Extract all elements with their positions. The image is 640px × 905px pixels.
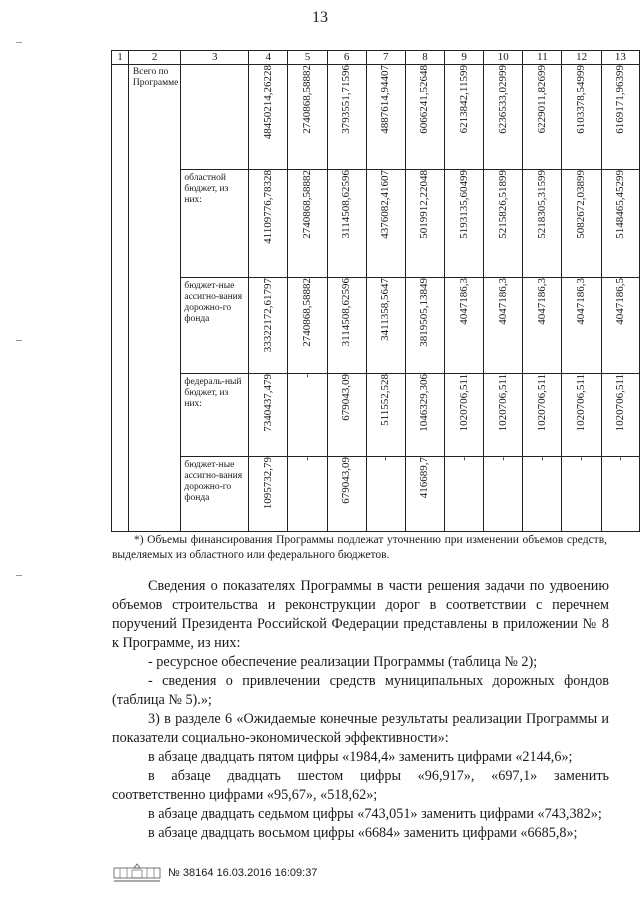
cell-value: 4047186,5 (613, 278, 626, 325)
table-cell (288, 65, 327, 170)
table-cell (366, 170, 405, 278)
table-cell (445, 65, 484, 170)
cell-value: 3114508,62596 (340, 170, 353, 239)
row-label (181, 65, 249, 170)
table-cell (327, 170, 366, 278)
table-cell (562, 278, 601, 374)
table-cell (562, 170, 601, 278)
cell-value: 679043,09 (340, 457, 353, 504)
row-label-text: федераль-ный бюджет, из них: (184, 377, 242, 409)
cell-value: 1046329,306 (418, 374, 431, 432)
row-label-text (181, 65, 248, 68)
cell-value: - (535, 457, 548, 461)
table-cell (288, 457, 327, 532)
paragraph: - ресурсное обеспечение реализации Программы (таблица № 2); (148, 654, 538, 670)
cell-value: 5082672,03899 (575, 170, 588, 239)
cell-value: 3819505,13849 (418, 278, 431, 347)
cell-value: 2740868,58882 (300, 278, 313, 347)
table-cell (405, 170, 444, 278)
table-cell (249, 170, 288, 278)
cell-value: 4047186,3 (575, 278, 588, 325)
table-cell (484, 374, 523, 457)
header-cell: 2 (128, 51, 180, 65)
cell-value: - (575, 457, 588, 461)
row-label (181, 374, 249, 457)
row-label (181, 457, 249, 532)
cell-value: 1020706,511 (457, 374, 470, 432)
cell-value: 511552,528 (379, 374, 392, 426)
table-cell (327, 65, 366, 170)
paragraph: в абзаце двадцать шестом цифры «96,917», «697,1» заменить соответственно цифрами «95,67», «518,62»; (112, 768, 609, 803)
margin-mark (16, 340, 22, 341)
table-cell (249, 374, 288, 457)
paragraph: 3) в разделе 6 «Ожидаемые конечные результаты реализации Программы и показатели социально-экономической эффективности»: (112, 711, 609, 746)
table-cell (445, 170, 484, 278)
table-cell (366, 374, 405, 457)
cell-value: 2740868,58882 (300, 65, 313, 134)
table-cell (405, 457, 444, 532)
table-header-row (112, 51, 640, 65)
cell-value: - (379, 457, 392, 461)
program-total-label: Всего по Программе (128, 65, 180, 532)
header-cell: 1 (112, 51, 129, 65)
table-cell (445, 374, 484, 457)
cell-value: 4047186,3 (457, 278, 470, 325)
cell-value: 5148465,45299 (613, 170, 626, 239)
row-label (181, 170, 249, 278)
government-emblem-icon (112, 862, 162, 884)
cell-value: 6213842,11599 (457, 65, 470, 134)
cell-value: 679043,09 (340, 374, 353, 421)
table-cell (523, 278, 562, 374)
table-cell (327, 278, 366, 374)
cell-value: 5019912,22048 (418, 170, 431, 239)
cell-value: 4047186,3 (496, 278, 509, 325)
header-cell: 12 (562, 51, 601, 65)
table-cell (445, 278, 484, 374)
cell-value: 1020706,511 (575, 374, 588, 432)
header-cell: 4 (249, 51, 288, 65)
header-cell: 10 (484, 51, 523, 65)
header-cell: 11 (523, 51, 562, 65)
table-row (112, 374, 640, 457)
cell-value: 1020706,511 (613, 374, 626, 432)
header-cell: 5 (288, 51, 327, 65)
table-cell (366, 65, 405, 170)
paragraph: в абзаце двадцать седьмом цифры «743,051» заменить цифрами «743,382»; (148, 806, 602, 822)
table-cell (327, 457, 366, 532)
table-cell (601, 170, 639, 278)
paragraph: - сведения о привлечении средств муниципальных дорожных фондов (таблица № 5).»; (112, 673, 609, 708)
cell-value: 33322172,61797 (261, 278, 274, 353)
table-cell (484, 278, 523, 374)
financing-table (111, 50, 640, 532)
empty-cell (112, 65, 129, 532)
cell-value: - (300, 374, 313, 378)
table-cell (523, 170, 562, 278)
table-cell (484, 65, 523, 170)
table-cell (445, 457, 484, 532)
cell-value: 6236533,02999 (496, 65, 509, 134)
table-cell (327, 374, 366, 457)
cell-value: - (300, 457, 313, 461)
row-label-text: бюджет-ные ассигно-вания дорожно-го фонда (184, 460, 243, 503)
margin-mark (16, 575, 22, 576)
header-cell: 6 (327, 51, 366, 65)
cell-value: - (613, 457, 626, 461)
table-cell (249, 457, 288, 532)
cell-value: 41109776,78328 (261, 170, 274, 244)
header-cell: 8 (405, 51, 444, 65)
header-cell: 3 (181, 51, 249, 65)
table-cell (405, 65, 444, 170)
cell-value: 6229011,82699 (535, 65, 548, 134)
cell-value: 5193135,60499 (457, 170, 470, 239)
table-cell (288, 374, 327, 457)
cell-value: - (496, 457, 509, 461)
cell-value: 2740868,58882 (300, 170, 313, 239)
page-number: 13 (312, 9, 328, 26)
table-cell (601, 374, 639, 457)
cell-value: 6066241,52648 (418, 65, 431, 134)
paragraph: в абзаце двадцать восьмом цифры «6684» заменить цифрами «6685,8»; (148, 825, 578, 841)
footnote: *) Объемы финансирования Программы подлежат уточнению при изменении объемов средств, выделяемых из областного или федерального бюджетов. (112, 534, 607, 561)
table-cell (405, 278, 444, 374)
row-label-text: областной бюджет, из них: (184, 173, 229, 205)
table-cell (562, 457, 601, 532)
table-cell (601, 65, 639, 170)
body-text (112, 577, 609, 843)
cell-value: 6169171,96399 (613, 65, 626, 134)
cell-value: 4047186,3 (535, 278, 548, 325)
table-cell (523, 65, 562, 170)
table-cell (288, 170, 327, 278)
table-cell (366, 278, 405, 374)
table-cell (562, 374, 601, 457)
cell-value: 3114508,62596 (340, 278, 353, 347)
table-cell (523, 457, 562, 532)
cell-value: 7340437,479 (261, 374, 274, 432)
margin-mark (16, 42, 22, 43)
table-cell (366, 457, 405, 532)
cell-value: 3793551,71596 (340, 65, 353, 134)
cell-value: 4376082,41607 (379, 170, 392, 239)
table-cell (484, 457, 523, 532)
cell-value: 5218305,31599 (535, 170, 548, 239)
cell-value: 3411358,5647 (379, 278, 392, 341)
paragraph: Сведения о показателях Программы в части решения задачи по удвоению объемов строительства и реконструкции дорог в соответствии с перечнем поручений Президента Российской Федерации представлены в приложении № 8 к Программе, из них: (112, 578, 609, 651)
table-row (112, 170, 640, 278)
row-label-text: бюджет-ные ассигно-вания дорожно-го фонда (184, 281, 243, 324)
table-cell (249, 65, 288, 170)
row-label (181, 278, 249, 374)
cell-value: 416689,7 (418, 457, 431, 499)
table-cell (601, 278, 639, 374)
cell-value: 6103378,54999 (575, 65, 588, 134)
cell-value: 48450214,26228 (261, 65, 274, 140)
cell-value: 1020706,511 (535, 374, 548, 432)
table-cell (249, 278, 288, 374)
table-cell (484, 170, 523, 278)
cell-value: 1095732,79 (261, 457, 274, 510)
cell-value: 4887614,94407 (379, 65, 392, 134)
cell-value: 1020706,511 (496, 374, 509, 432)
table-row (112, 278, 640, 374)
stamp-text: № 38164 16.03.2016 16:09:37 (168, 867, 318, 879)
table-cell (405, 374, 444, 457)
table-cell (601, 457, 639, 532)
table-cell (523, 374, 562, 457)
header-cell: 13 (601, 51, 639, 65)
cell-value: - (457, 457, 470, 461)
header-cell: 9 (445, 51, 484, 65)
paragraph: в абзаце двадцать пятом цифры «1984,4» заменить цифрами «2144,6»; (148, 749, 573, 765)
table-row (112, 65, 640, 170)
table-cell (288, 278, 327, 374)
registration-stamp (112, 862, 317, 884)
cell-value: 5215826,51899 (496, 170, 509, 239)
header-cell: 7 (366, 51, 405, 65)
table-cell (562, 65, 601, 170)
table-row (112, 457, 640, 532)
